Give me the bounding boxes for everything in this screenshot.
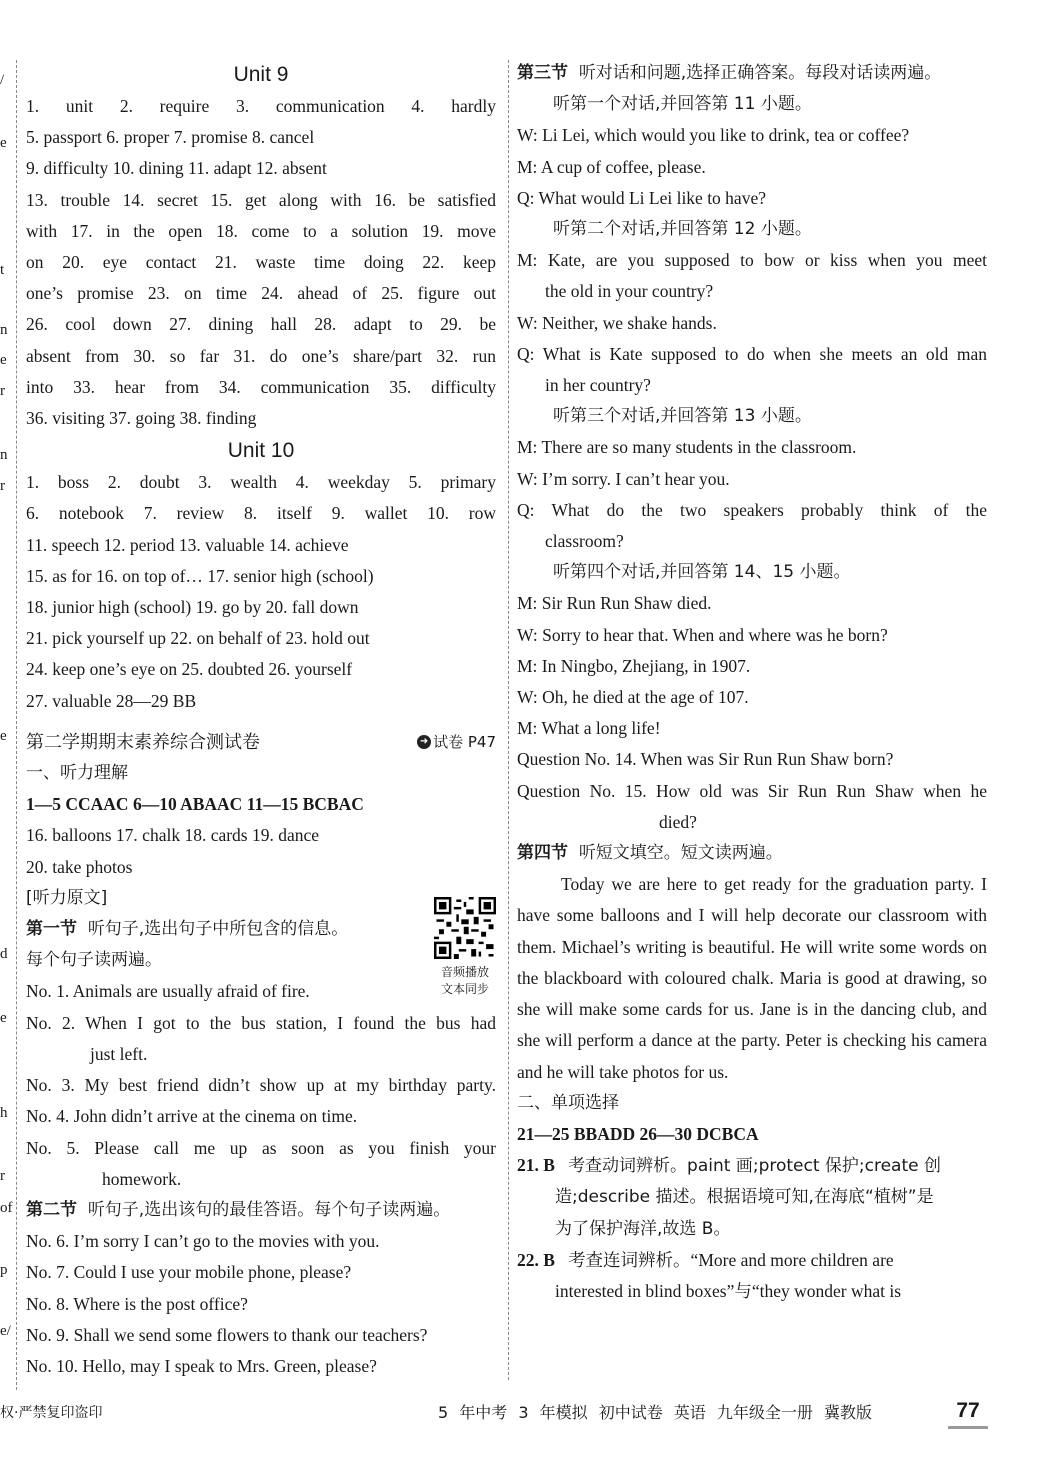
answer-line: 6. notebook 7. review 8. itself 9. wallet 10. row (26, 503, 496, 524)
qr-code-icon[interactable] (434, 897, 496, 959)
dialogue-line: Q: What would Li Lei like to have? (517, 187, 766, 208)
dialogue-line: W: Sorry to hear that. When and where was he born? (517, 624, 888, 645)
list-item: No. 3. My best friend didn’t show up at my birthday party. (26, 1075, 496, 1096)
edge-char: e (0, 352, 7, 368)
passage: Today we are here to get ready for the graduation party. I have some balloons and I will help decorate our classroom with them. Michael’s writing is beautiful. He will write some words on the blackboard with coloured chalk. Maria is good at drawing, so she will make some cards for us. Jane is in the dancing club, and she will perform a dance at the party. Peter is checking his camera and he will take photos for us. (517, 874, 987, 1082)
edge-char: e (0, 728, 7, 744)
section3-heading: 第三节 听对话和问题,选择正确答案。每段对话读两遍。 (517, 63, 942, 83)
dialogue-line-cont: in her country? (545, 375, 651, 396)
answer-line: into 33. hear from 34. communication 35. difficulty (26, 376, 496, 397)
part2-answers: 21—25 BBADD 26—30 DCBCA (517, 1123, 759, 1144)
fill-answers: 16. balloons 17. chalk 18. cards 19. dance (26, 825, 320, 846)
edge-char: d (0, 946, 8, 962)
qr-caption: 音频播放 (440, 965, 489, 979)
dialogue-line: M: Kate, are you supposed to bow or kiss when you meet (517, 250, 987, 271)
dialogue-line: W: Neither, we shake hands. (517, 312, 717, 333)
exam-header (26, 727, 496, 758)
dialogue-line: M: What a long life! (517, 718, 661, 739)
list-item-cont: just left. (90, 1043, 148, 1064)
answer-line: one’s promise 23. on time 24. ahead of 25. figure out (26, 283, 496, 304)
list-item: No. 6. I’m sorry I can’t go to the movies with you. (26, 1231, 380, 1252)
dialogue-line: M: Sir Run Run Shaw died. (517, 593, 712, 614)
answer-text: 27. valuable 28—29 BB (26, 690, 197, 711)
answer-line: 5. passport 6. proper 7. promise 8. cancel (26, 127, 315, 148)
answer-line: absent from 30. so far 31. do one’s share/part 32. run (26, 345, 496, 366)
question-line: Question No. 15. How old was Sir Run Run Shaw when he (517, 780, 987, 801)
answer-line: 15. as for 16. on top of… 17. senior high (school) (26, 565, 374, 586)
answer-line: 24. keep one’s eye on 25. doubted 26. yourself (26, 659, 353, 680)
section2-heading: 第二节 听句子,选出该句的最佳答语。每个句子读两遍。 (26, 1199, 451, 1220)
section1-heading: 第一节 听句子,选出句子中所包含的信息。 (26, 919, 349, 940)
edge-char: p (0, 1262, 8, 1278)
dialogue-line: W: I’m sorry. I can’t hear you. (517, 468, 730, 489)
footer-copyright: 权·严禁复印盗印 (0, 1405, 103, 1421)
edge-char: r (0, 1168, 5, 1184)
section1-heading-cont: 每个句子读两遍。 (26, 950, 162, 971)
part1-answers: 1—5 CCAAC 6—10 ABAAC 11—15 BCBAC (26, 794, 364, 815)
answer-line: on 20. eye contact 21. waste time doing 22. keep (26, 252, 496, 273)
answer-line: 21. pick yourself up 22. on behalf of 23. hold out (26, 628, 370, 649)
left-margin-divider (16, 60, 18, 1390)
question-line: Question No. 14. When was Sir Run Run Shaw born? (517, 749, 894, 770)
edge-char: n (0, 322, 8, 338)
explanation-22: 22. B 考查连词辨析。“More and more children are (517, 1249, 894, 1270)
list-item: No. 7. Could I use your mobile phone, please? (26, 1262, 352, 1283)
right-column (517, 58, 987, 1307)
part1-title: 一、听力理解 (26, 763, 128, 784)
page-reference: ➜ 试卷 P47 (417, 727, 496, 758)
qr-caption: 文本同步 (440, 982, 489, 996)
dialogue-line: M: There are so many students in the classroom. (517, 437, 857, 458)
dialogue-line: M: In Ningbo, Zhejiang, in 1907. (517, 655, 751, 676)
exam-title: 第二学期期末素养综合测试卷 (26, 731, 260, 753)
answer-line: 1. boss 2. doubt 3. wealth 4. weekday 5. primary (26, 472, 496, 493)
dialogue-line: W: Oh, he died at the age of 107. (517, 687, 749, 708)
unit10-title: Unit 10 (227, 439, 295, 463)
answer-line: 18. junior high (school) 19. go by 20. fall down (26, 597, 359, 618)
dialogue-title: 听第二个对话,并回答第 12 小题。 (553, 219, 812, 240)
section4-heading: 第四节 听短文填空。短文读两遍。 (517, 843, 783, 864)
list-item: No. 4. John didn’t arrive at the cinema on time. (26, 1106, 358, 1127)
left-column (26, 58, 496, 1382)
list-item-cont: homework. (102, 1168, 182, 1189)
edge-char: h (0, 1105, 8, 1121)
list-item: No. 5. Please call me up as soon as you finish your (26, 1137, 496, 1158)
section2-items (26, 1226, 496, 1382)
question-line-cont: died? (659, 811, 697, 832)
dialogue-title: 听第三个对话,并回答第 13 小题。 (553, 406, 812, 427)
footer-book-title: 5 年中考 3 年模拟 初中试卷 英语 九年级全一册 冀教版 (438, 1403, 872, 1422)
answer-line: 13. trouble 14. secret 15. get along with 16. be satisfied (26, 189, 496, 210)
dialogue-title: 听第四个对话,并回答第 14、15 小题。 (553, 562, 851, 583)
edge-char: of (0, 1200, 13, 1216)
page-number: 77 (948, 1396, 988, 1429)
transcript-label: [听力原文] (26, 887, 108, 908)
edge-char: e (0, 1010, 7, 1026)
list-item: No. 9. Shall we send some flowers to thank our teachers? (26, 1324, 428, 1345)
dialogue-line-cont: the old in your country? (545, 281, 714, 302)
dialogue-line-cont: classroom? (545, 531, 624, 552)
list-item: No. 10. Hello, may I speak to Mrs. Green, please? (26, 1355, 377, 1376)
dialogue-line: Q: What is Kate supposed to do when she meets an old man (517, 343, 987, 364)
answer-line: 26. cool down 27. dining hall 28. adapt to 29. be (26, 314, 496, 335)
fill-answers: 20. take photos (26, 856, 133, 877)
answer-line: 11. speech 12. period 13. valuable 14. achieve (26, 534, 349, 555)
column-divider (508, 60, 510, 1380)
explanation-22-cont: interested in blind boxes”与“they wonder what is (555, 1280, 902, 1301)
dialogue-line: W: Li Lei, which would you like to drink, tea or coffee? (517, 125, 910, 146)
unit9-title: Unit 9 (233, 63, 289, 86)
dialogue-line: Q: What do the two speakers probably think of the (517, 499, 987, 520)
explanation-21-cont: 造;describe 描述。根据语境可知,在海底“植树”是 (555, 1187, 934, 1208)
dialogue-title: 听第一个对话,并回答第 11 小题。 (553, 94, 812, 115)
explanation-21: 21. B 考查动词辨析。paint 画;protect 保护;create 创 (517, 1155, 942, 1177)
edge-char: r (0, 478, 5, 494)
edge-char: e/ (0, 1323, 11, 1339)
dialogue-line: M: A cup of coffee, please. (517, 156, 706, 177)
facing-page-edge (0, 0, 14, 1400)
arrow-right-icon: ➜ (417, 735, 431, 749)
edge-char: t (0, 262, 5, 278)
answer-line: 36. visiting 37. going 38. finding (26, 408, 257, 429)
explanation-21-cont: 为了保护海洋,故选 B。 (555, 1218, 731, 1239)
answer-line: 9. difficulty 10. dining 11. adapt 12. absent (26, 158, 327, 179)
answer-line: 1. unit 2. require 3. communication 4. hardly (26, 96, 496, 116)
edge-char: n (0, 447, 8, 463)
unit10-answers (26, 467, 496, 717)
edge-char: / (0, 72, 5, 88)
section1-items (26, 976, 496, 1194)
unit9-answers (26, 91, 496, 434)
edge-char: r (0, 383, 5, 399)
qr-code-block[interactable] (432, 897, 498, 998)
answer-line (26, 686, 496, 717)
edge-char: e (0, 135, 7, 151)
answer-line: with 17. in the open 18. come to a solution 19. move (26, 220, 496, 241)
part2-title: 二、单项选择 (517, 1092, 619, 1113)
list-item: No. 8. Where is the post office? (26, 1293, 248, 1314)
list-item: No. 2. When I got to the bus station, I found the bus had (26, 1012, 496, 1033)
list-item: No. 1. Animals are usually afraid of fire. (26, 981, 310, 1002)
